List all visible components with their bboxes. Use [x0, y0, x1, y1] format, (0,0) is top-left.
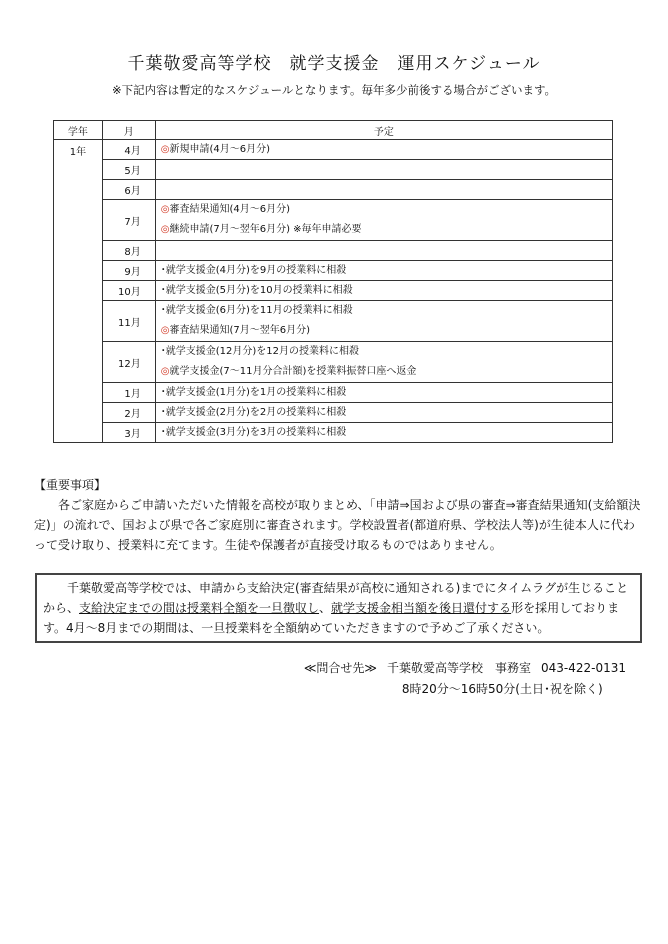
- page-subtitle: ※下記内容は暫定的なスケジュールとなります。毎年多少前後する場合がございます。: [111, 83, 557, 97]
- plan-text: ･就学支援金(5月分)を10月の授業料に相殺: [160, 285, 353, 296]
- plan-line: [161, 220, 612, 240]
- notice-text-1: 千葉敬愛高等学校では、申請から支給決定(審査結果が高校に通知される)までにタイムラグが生じることから、: [43, 581, 629, 615]
- plan-text: 審査結果通知(4月～6月分): [169, 204, 290, 215]
- plan-cell: [155, 281, 612, 301]
- double-circle-icon: ◎: [160, 204, 170, 215]
- table-row: [54, 342, 613, 383]
- month-cell: 11月: [102, 301, 155, 342]
- notice-underline-2: 就学支援金相当額を後日還付する: [331, 601, 512, 615]
- year-cell: 1年: [54, 140, 103, 443]
- plan-line: [161, 362, 612, 382]
- table-header-row: [54, 121, 613, 140]
- double-circle-icon: ◎: [160, 366, 170, 377]
- important-section: [34, 475, 644, 555]
- plan-text: ･就学支援金(3月分)を3月の授業料に相殺: [160, 427, 347, 438]
- double-circle-icon: ◎: [160, 325, 170, 336]
- header-plan: 予定: [155, 121, 612, 140]
- plan-line: [161, 261, 612, 280]
- table-row: [54, 261, 613, 281]
- table-row: [54, 200, 613, 241]
- plan-cell: [155, 261, 612, 281]
- plan-text: 新規申請(4月～6月分): [169, 144, 270, 155]
- contact-info: [304, 658, 626, 700]
- table-row: [54, 403, 613, 423]
- plan-text: ･就学支援金(4月分)を9月の授業料に相殺: [160, 265, 347, 276]
- table-row: [54, 180, 613, 200]
- month-cell: 6月: [102, 180, 155, 200]
- plan-text: ･就学支援金(2月分)を2月の授業料に相殺: [160, 407, 347, 418]
- plan-cell: [155, 180, 612, 200]
- month-cell: 7月: [102, 200, 155, 241]
- plan-text: ･就学支援金(12月分)を12月の授業料に相殺: [160, 346, 359, 357]
- plan-text: 継続申請(7月～翌年6月分) ※毎年申請必要: [169, 224, 362, 235]
- plan-line: [161, 281, 612, 300]
- header-month: 月: [102, 121, 155, 140]
- plan-line: [161, 342, 612, 362]
- table-row: [54, 241, 613, 261]
- table-row: [54, 160, 613, 180]
- table-row: [54, 383, 613, 403]
- notice-box: [35, 573, 642, 643]
- plan-line: [161, 301, 612, 321]
- double-circle-icon: ◎: [160, 224, 170, 235]
- plan-cell: [155, 160, 612, 180]
- schedule-table: [53, 120, 613, 443]
- plan-line: [161, 241, 612, 260]
- plan-line: [161, 423, 612, 442]
- plan-cell: [155, 423, 612, 443]
- page-title: 千葉敬愛高等学校 就学支援金 運用スケジュール: [127, 54, 541, 74]
- month-cell: 12月: [102, 342, 155, 383]
- contact-phone: 043-422-0131: [540, 661, 626, 675]
- plan-text: 審査結果通知(7月～翌年6月分): [169, 325, 310, 336]
- plan-line: [161, 200, 612, 220]
- month-cell: 4月: [102, 140, 155, 160]
- plan-line: [161, 160, 612, 179]
- plan-text: ･就学支援金(1月分)を1月の授業料に相殺: [160, 387, 347, 398]
- table-row: [54, 423, 613, 443]
- plan-cell: [155, 342, 612, 383]
- plan-cell: [155, 403, 612, 423]
- plan-line: [161, 383, 612, 402]
- plan-cell: [155, 241, 612, 261]
- month-cell: 3月: [102, 423, 155, 443]
- month-cell: 2月: [102, 403, 155, 423]
- month-cell: 8月: [102, 241, 155, 261]
- table-row: [54, 140, 613, 160]
- plan-line: [161, 403, 612, 422]
- contact-label: ≪問合せ先≫: [303, 661, 377, 675]
- double-circle-icon: ◎: [160, 144, 170, 155]
- plan-text: 就学支援金(7～11月分合計額)を授業料振替口座へ返金: [169, 366, 417, 377]
- plan-cell: [155, 140, 612, 160]
- contact-hours: 8時20分～16時50分(土日･祝を除く): [401, 682, 603, 696]
- plan-cell: [155, 383, 612, 403]
- month-cell: 1月: [102, 383, 155, 403]
- month-cell: 5月: [102, 160, 155, 180]
- plan-line: [161, 321, 612, 341]
- month-cell: 10月: [102, 281, 155, 301]
- plan-line: [161, 180, 612, 199]
- important-body: 各ご家庭からご申請いただいた情報を高校が取りまとめ、「申請⇒国および県の審査⇒審査結果通知(支給額決定)」の流れで、国および県で各ご家庭別に審査されます。学校設置者(都道府県、学校法人等)が生徒本人に代わって受け取り、授業料に充てます。生徒や保護者が直接受け取るものではありません。: [34, 498, 641, 552]
- header-year: 学年: [54, 121, 103, 140]
- table-row: [54, 301, 613, 342]
- schedule-body: [54, 140, 613, 443]
- notice-text-2: 、: [319, 601, 332, 615]
- plan-cell: [155, 301, 612, 342]
- table-row: [54, 281, 613, 301]
- plan-text: ･就学支援金(6月分)を11月の授業料に相殺: [160, 305, 353, 316]
- notice-underline-1: 支給決定までの間は授業料全額を一旦徴収し: [79, 601, 320, 615]
- notice-text-3: 形を採用しております。4月～8月までの期間は、一旦授業料を全額納めていただきますので予めご了承ください。: [43, 601, 620, 635]
- important-heading: 【重要事項】: [34, 478, 107, 492]
- plan-line: [161, 140, 612, 159]
- contact-office: 千葉敬愛高等学校 事務室: [386, 661, 531, 675]
- month-cell: 9月: [102, 261, 155, 281]
- plan-cell: [155, 200, 612, 241]
